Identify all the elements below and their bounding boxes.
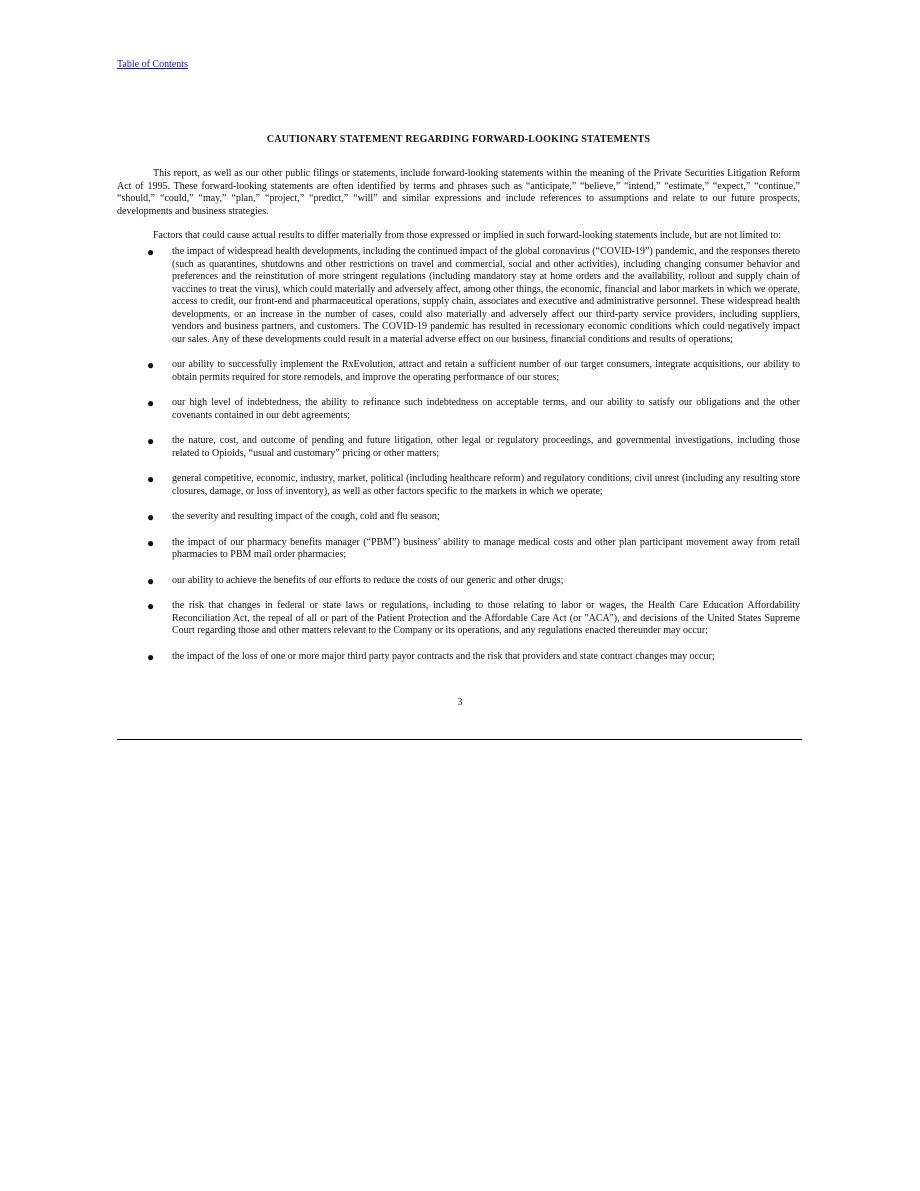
- list-item: ● the impact of our pharmacy benefits manager (“PBM”) business’ ability to manage medical costs and other plan participant movement away from retail pharmacies to PBM mail order pharmacies;: [147, 535, 800, 560]
- list-item: ● the risk that changes in federal or state laws or regulations, including to those relating to labor or wages, the Health Care Education Affordability Reconciliation Act, the repeal of all or part of the Patient Protection and the Affordable Care Act (or "ACA"), and decisions of the United States Supreme Court regarding those and other matters relevant to the Company or its operations, and any regulations enacted thereunder may occur;: [147, 599, 800, 636]
- page-number: 3: [457, 697, 463, 708]
- list-item: ● the impact of widespread health developments, including the continued impact of the global coronavirus (“COVID-19”) pandemic, and the responses thereto (such as quarantines, shutdowns and other restrictions on travel and commercial, social and other activities), including changing consumer behavior and preferences and the reinstitution of more stringent regulations (including mandatory stay at home orders and the availability, rollout and supply chain of vaccines to treat the virus), which could materially and adversely affect, among other things, the economic, financial and labor markets in which we operate, access to credit, our front-end and pharmaceutical operations, supply chain, associates and executive and administrative personnel. These widespread health developments, or an increase in the number of cases, could also materially and adversely affect our third-party service providers, including suppliers, vendors and business partners, and customers. The COVID-19 pandemic has resulted in recessionary economic conditions which could negatively impact our sales. Any of these developments could result in a material adverse effect on our business, financial conditions and results of operations;: [147, 245, 800, 345]
- list-item: ● the nature, cost, and outcome of pending and future litigation, other legal or regulatory proceedings, and governmental investigations, including those related to Opioids, “usual and customary” pricing or other matters;: [147, 434, 800, 459]
- table-of-contents-link[interactable]: Table of Contents: [117, 59, 188, 70]
- bullet-icon: ●: [147, 573, 155, 588]
- bullet-icon: ●: [147, 649, 155, 664]
- bullet-icon: ●: [147, 245, 155, 259]
- list-item: ● general competitive, economic, industry, market, political (including healthcare reform) and regulatory conditions, civil unrest (including any resulting store closures, damage, or loss of inventory), as well as other factors specific to the markets in which we operate;: [147, 472, 800, 497]
- list-item: ● our ability to achieve the benefits of our efforts to reduce the costs of our generic and other drugs;: [147, 573, 564, 588]
- bullet-icon: ●: [147, 599, 155, 613]
- bullet-icon: ●: [147, 358, 155, 372]
- factors-intro-paragraph: Factors that could cause actual results to differ materially from those expressed or implied in such forward-looking statements include, but are not limited to:: [153, 230, 781, 241]
- intro-paragraph: This report, as well as our other public filings or statements, include forward-looking statements within the meaning of the Private Securities Litigation Reform Act of 1995. These forward-looking statements are often identified by terms and phrases such as “anticipate,” “believe,” “intend,” “estimate,” “expect,” “continue,” “should,” “could,” “may,” “plan,” “project,” “predict,” “will” and similar expressions and include references to assumptions and relate to our future prospects, developments and business strategies.: [117, 168, 800, 217]
- list-item: ● the impact of the loss of one or more major third party payor contracts and the risk that providers and state contract changes may occur;: [147, 649, 715, 664]
- bullet-icon: ●: [147, 396, 155, 410]
- list-item: ● the severity and resulting impact of the cough, cold and flu season;: [147, 510, 440, 524]
- bullet-icon: ●: [147, 434, 155, 448]
- list-item: ● our high level of indebtedness, the ability to refinance such indebtedness on acceptable terms, and our ability to satisfy our obligations and the other covenants contained in our debt agreements;: [147, 396, 800, 421]
- bullet-icon: ●: [147, 535, 155, 550]
- footer-divider: [117, 739, 802, 740]
- section-heading: CAUTIONARY STATEMENT REGARDING FORWARD-LOOKING STATEMENTS: [266, 134, 651, 145]
- bullet-icon: ●: [147, 510, 155, 524]
- bullet-icon: ●: [147, 472, 155, 486]
- risk-factor-list: [117, 246, 800, 676]
- list-item: ● our ability to successfully implement the RxEvolution, attract and retain a sufficient number of our target consumers, integrate acquisitions, our ability to obtain permits required for store remodels, and improve the operating performance of our stores;: [147, 358, 800, 383]
